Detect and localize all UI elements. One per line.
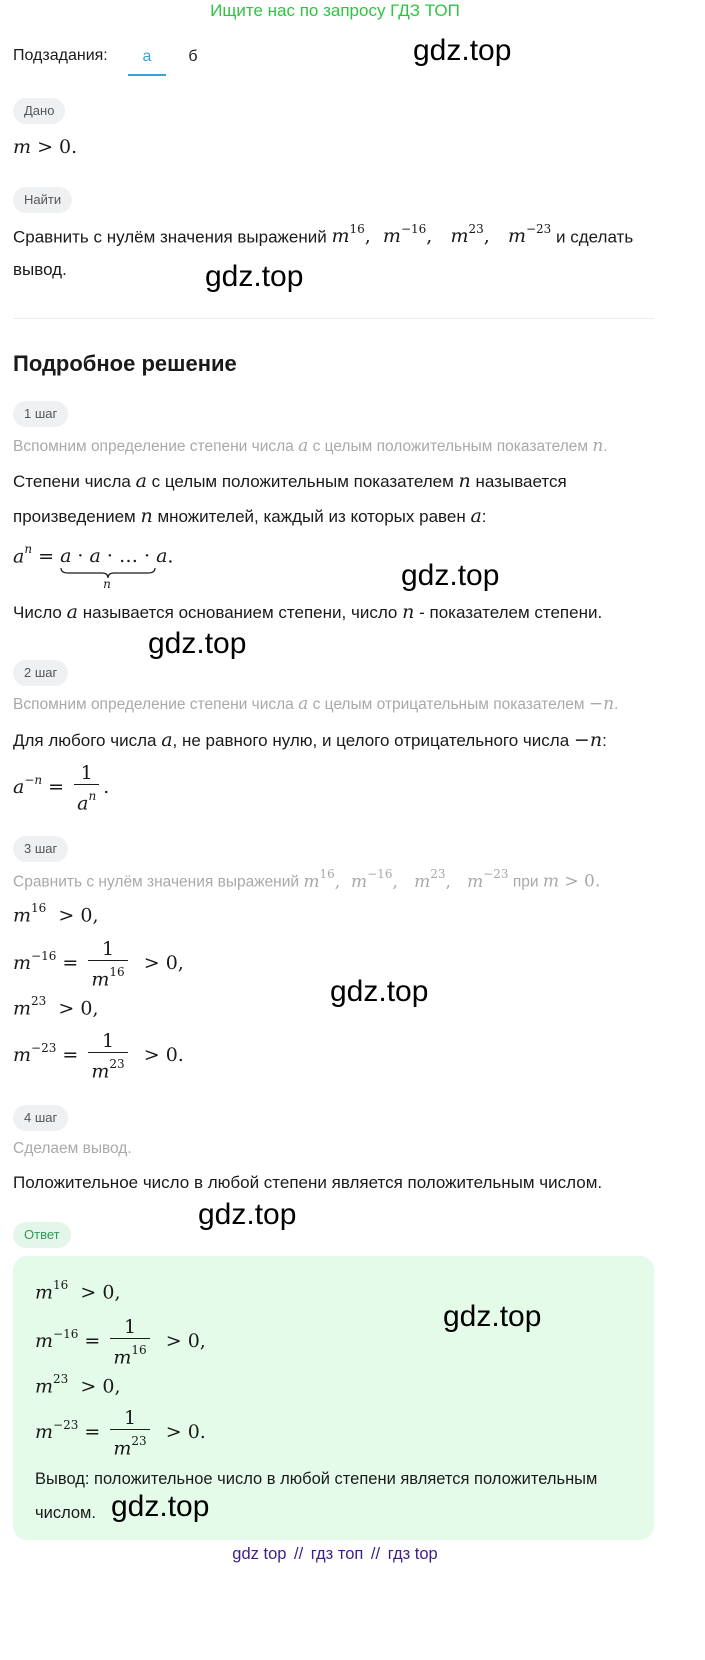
tab-a-label: а xyxy=(142,48,152,65)
answer-line4: $m^{-23}$ = $\frac{1}{m^{23}}$ > 0. xyxy=(35,1407,206,1460)
answer-chip: Ответ xyxy=(13,1222,71,1248)
footer-links xyxy=(0,1543,670,1565)
step3-hint: Сравнить с нулём значения выражений $m^{16}$, $m^{-16}$, $m^{23}$, $m^{-23}$ при m > 0. xyxy=(13,867,601,892)
step1-definition: Степени числа a с целым положительным показателем n называется xyxy=(13,470,567,492)
answer-line3: $m^{23} > 0$, xyxy=(35,1372,121,1398)
tab-active-indicator xyxy=(128,74,166,76)
find-statement-line2: вывод. xyxy=(13,260,67,279)
given-math: m > 0. xyxy=(13,136,78,158)
top-banner[interactable]: Ищите нас по запросу ГДЗ ТОП xyxy=(210,1,460,20)
answer-line2: $m^{-16}$ = $\frac{1}{m^{16}}$ > 0, xyxy=(35,1316,206,1369)
tab-b[interactable] xyxy=(178,38,208,76)
watermark: gdz.top xyxy=(148,627,247,660)
step1-chip: 1 шаг xyxy=(13,401,68,427)
solution-title: Подробное решение xyxy=(13,351,237,376)
answer-box xyxy=(13,1256,654,1540)
watermark: gdz.top xyxy=(443,1300,542,1333)
watermark: gdz.top xyxy=(413,34,512,67)
tab-a[interactable] xyxy=(128,38,166,76)
step3-line3: $m^{23} > 0$, xyxy=(13,994,99,1020)
step1-definition-line2: произведением n множителей, каждый из которых равен a: xyxy=(13,505,487,527)
answer-line1: $m^{16} > 0$, xyxy=(35,1278,121,1304)
step4-hint: Сделаем вывод. xyxy=(13,1140,132,1157)
watermark: gdz.top xyxy=(111,1490,210,1523)
step2-chip: 2 шаг xyxy=(13,660,68,686)
step3-line2: $m^{-16}$ = $\frac{1}{m^{16}}$ > 0, xyxy=(13,938,184,991)
step1-base-explanation: Число a называется основанием степени, число n - показателем степени. xyxy=(13,601,603,623)
step3-chip: 3 шаг xyxy=(13,836,68,862)
tab-b-label: б xyxy=(188,48,198,65)
answer-conclusion-line2: числом. xyxy=(35,1504,96,1522)
find-chip: Найти xyxy=(13,187,72,213)
watermark: gdz.top xyxy=(401,559,500,592)
step4-chip: 4 шаг xyxy=(13,1105,68,1131)
find-statement: Сравнить с нулём значения выражений $m^{16}$, $m^{-16}$, $m^{23}$, $m^{-23}$ и сделать xyxy=(13,222,634,248)
footer-link-2[interactable]: гдз топ xyxy=(310,1545,364,1563)
footer-link-1[interactable]: gdz top xyxy=(232,1545,287,1563)
divider xyxy=(13,318,654,319)
subtasks-label: Подзадания: xyxy=(13,47,108,64)
footer-link-3[interactable]: гдз top xyxy=(387,1545,438,1563)
step4-conclusion: Положительное число в любой степени является положительным числом. xyxy=(13,1173,603,1192)
footer-separator: // xyxy=(294,1545,304,1563)
step1-power-formula: $a^n = a \cdot a$ · … · a n . xyxy=(13,542,174,592)
watermark: gdz.top xyxy=(198,1198,297,1231)
watermark: gdz.top xyxy=(205,260,304,293)
step3-line4: $m^{-23}$ = $\frac{1}{m^{23}}$ > 0. xyxy=(13,1030,184,1083)
answer-conclusion: Вывод: положительное число в любой степени является положительным xyxy=(35,1470,598,1488)
step1-hint: Вспомним определение степени числа a с целым положительным показателем n. xyxy=(13,436,608,456)
step2-rule: Для любого числа a, не равного нулю, и целого отрицательного числа −n: xyxy=(13,729,607,751)
step3-line1: $m^{16} > 0$, xyxy=(13,901,99,927)
step2-hint: Вспомним определение степени числа a с целым отрицательным показателем −n. xyxy=(13,694,619,714)
footer-separator: // xyxy=(370,1545,381,1563)
step2-formula: $a^{-n}$ = $\frac{1}{a^n}$ . xyxy=(13,762,110,815)
given-chip: Дано xyxy=(13,98,65,124)
watermark: gdz.top xyxy=(330,975,429,1008)
